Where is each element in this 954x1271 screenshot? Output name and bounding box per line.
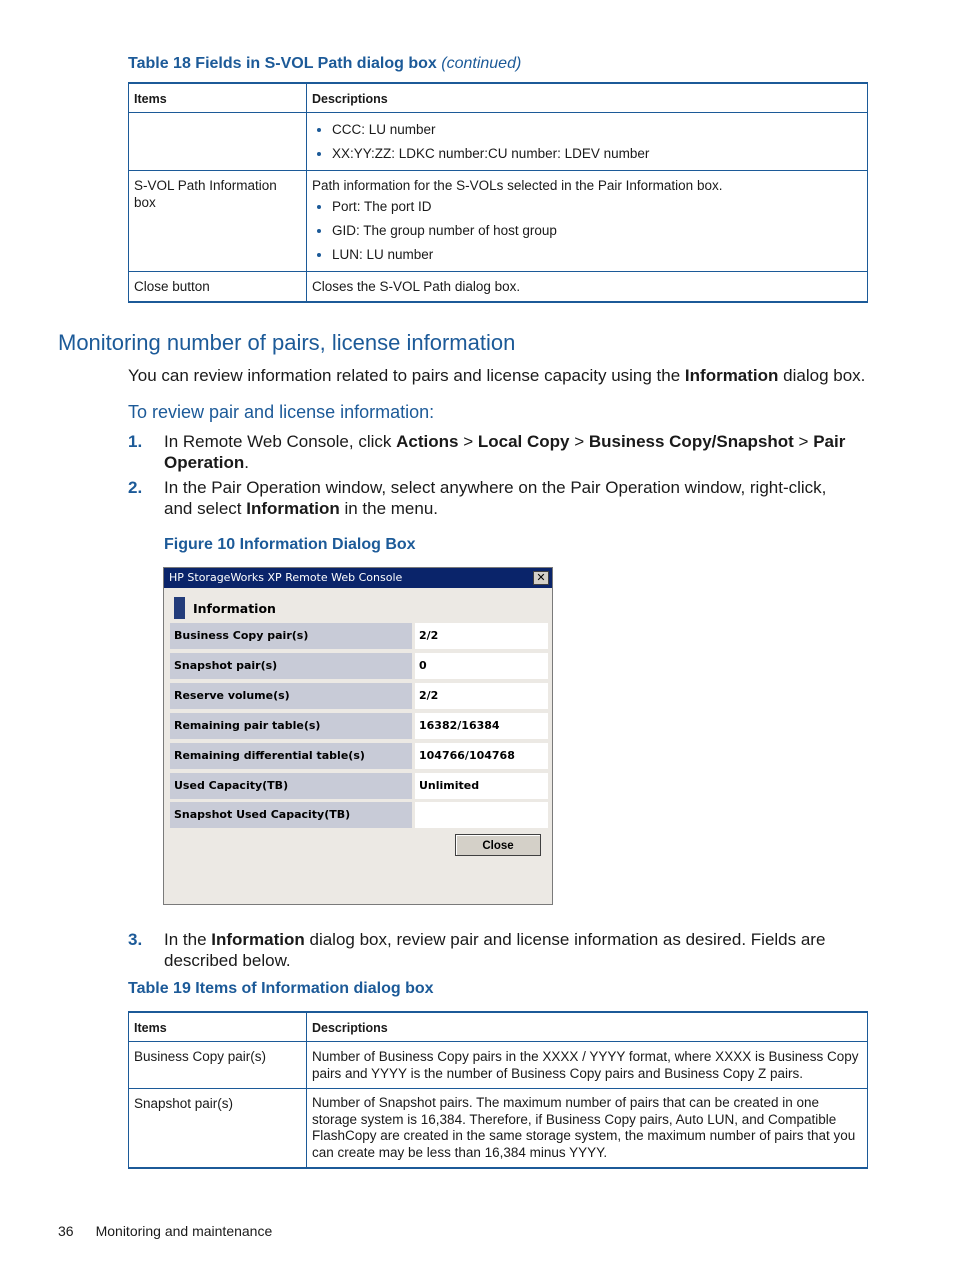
field-row bbox=[170, 713, 548, 739]
table-cell bbox=[307, 113, 868, 171]
field-label: Remaining differential table(s) bbox=[170, 743, 412, 769]
field-row bbox=[170, 802, 548, 828]
field-label: Business Copy pair(s) bbox=[170, 623, 412, 649]
close-icon[interactable]: ✕ bbox=[533, 571, 549, 585]
field-label: Snapshot Used Capacity(TB) bbox=[170, 802, 412, 828]
list-item: • LUN: LU number bbox=[332, 246, 862, 263]
field-value: 16382/16384 bbox=[415, 713, 548, 739]
table-row bbox=[129, 1042, 868, 1089]
table-19-caption: Table 19 Items of Information dialog box bbox=[128, 980, 434, 997]
table-cell bbox=[129, 113, 307, 171]
cell-description: Path information for the S-VOLs selected in the Pair Information box. bbox=[312, 178, 723, 193]
field-label: Reserve volume(s) bbox=[170, 683, 412, 709]
table-19 bbox=[128, 1011, 868, 1169]
table-cell: Closes the S-VOL Path dialog box. bbox=[307, 272, 868, 303]
table-18 bbox=[128, 82, 868, 303]
table-cell bbox=[307, 171, 868, 272]
page-number: 36 bbox=[58, 1223, 74, 1239]
field-value: 2/2 bbox=[415, 683, 548, 709]
field-row bbox=[170, 653, 548, 679]
dialog-title: HP StorageWorks XP Remote Web Console bbox=[169, 571, 403, 584]
figure-caption: Figure 10 Information Dialog Box bbox=[164, 536, 416, 553]
step-1: 1. In Remote Web Console, click Actions > Local Copy > Business Copy/Snapshot > Pair Operation. bbox=[128, 432, 846, 472]
field-label: Used Capacity(TB) bbox=[170, 773, 412, 799]
table-row bbox=[129, 272, 868, 303]
field-value: 0 bbox=[415, 653, 548, 679]
field-row bbox=[170, 773, 548, 799]
table-header: Items bbox=[129, 83, 307, 113]
table-row bbox=[129, 113, 868, 171]
table-cell: Snapshot pair(s) bbox=[129, 1089, 307, 1169]
table-18-caption: Table 18 Fields in S-VOL Path dialog box (continued) bbox=[128, 55, 522, 72]
list-item: • XX:YY:ZZ: LDKC number:CU number: LDEV number bbox=[332, 145, 862, 162]
list-item: • Port: The port ID bbox=[332, 198, 862, 215]
table-cell: S-VOL Path Information box bbox=[129, 171, 307, 272]
dialog-heading: Information bbox=[174, 597, 276, 619]
table-row bbox=[129, 1089, 868, 1169]
list-item: • GID: The group number of host group bbox=[332, 222, 862, 239]
table-cell: Business Copy pair(s) bbox=[129, 1042, 307, 1089]
dialog-title-bar bbox=[164, 568, 552, 588]
page-footer bbox=[58, 1223, 272, 1239]
section-intro: You can review information related to pairs and license capacity using the Information dialog box. bbox=[128, 366, 866, 385]
field-row bbox=[170, 623, 548, 649]
table-cell: Number of Business Copy pairs in the XXXX / YYYY format, where XXXX is Business Copy pairs and YYYY is the number of Business Copy pairs and Business Copy Z pairs. bbox=[307, 1042, 868, 1089]
step-3: 3. In the Information dialog box, review pair and license information as desired. Fields are described below. bbox=[128, 930, 826, 970]
field-value: 104766/104768 bbox=[415, 743, 548, 769]
field-label: Snapshot pair(s) bbox=[170, 653, 412, 679]
step-number: 1. bbox=[128, 432, 143, 451]
field-row bbox=[170, 683, 548, 709]
table-cell: Number of Snapshot pairs. The maximum number of pairs that can be created in one storage system is 16,384. Therefore, if Business Copy pairs, Auto LUN, and Compatible FlashCopy are created in the same storage system, the maximum number of pairs that you can create may be less than 16,384 minus YYYY. bbox=[307, 1089, 868, 1169]
procedure-heading: To review pair and license information: bbox=[128, 402, 435, 422]
chapter-title: Monitoring and maintenance bbox=[95, 1223, 273, 1239]
heading-bar-icon bbox=[174, 597, 185, 619]
table-header: Items bbox=[129, 1012, 307, 1042]
information-dialog bbox=[163, 567, 553, 905]
table-cell: Close button bbox=[129, 272, 307, 303]
step-2: 2. In the Pair Operation window, select anywhere on the Pair Operation window, right-click, and select Information in the menu. bbox=[128, 478, 827, 518]
field-value: Unlimited bbox=[415, 773, 548, 799]
list-item: • CCC: LU number bbox=[332, 121, 862, 138]
field-value: 2/2 bbox=[415, 623, 548, 649]
table-header: Descriptions bbox=[307, 1012, 868, 1042]
table-header: Descriptions bbox=[307, 83, 868, 113]
close-button[interactable]: Close bbox=[455, 834, 541, 856]
field-value bbox=[415, 802, 548, 828]
field-label: Remaining pair table(s) bbox=[170, 713, 412, 739]
section-heading: Monitoring number of pairs, license information bbox=[58, 330, 516, 355]
step-number: 3. bbox=[128, 930, 143, 949]
field-row bbox=[170, 743, 548, 769]
table-row bbox=[129, 171, 868, 272]
step-number: 2. bbox=[128, 478, 143, 497]
